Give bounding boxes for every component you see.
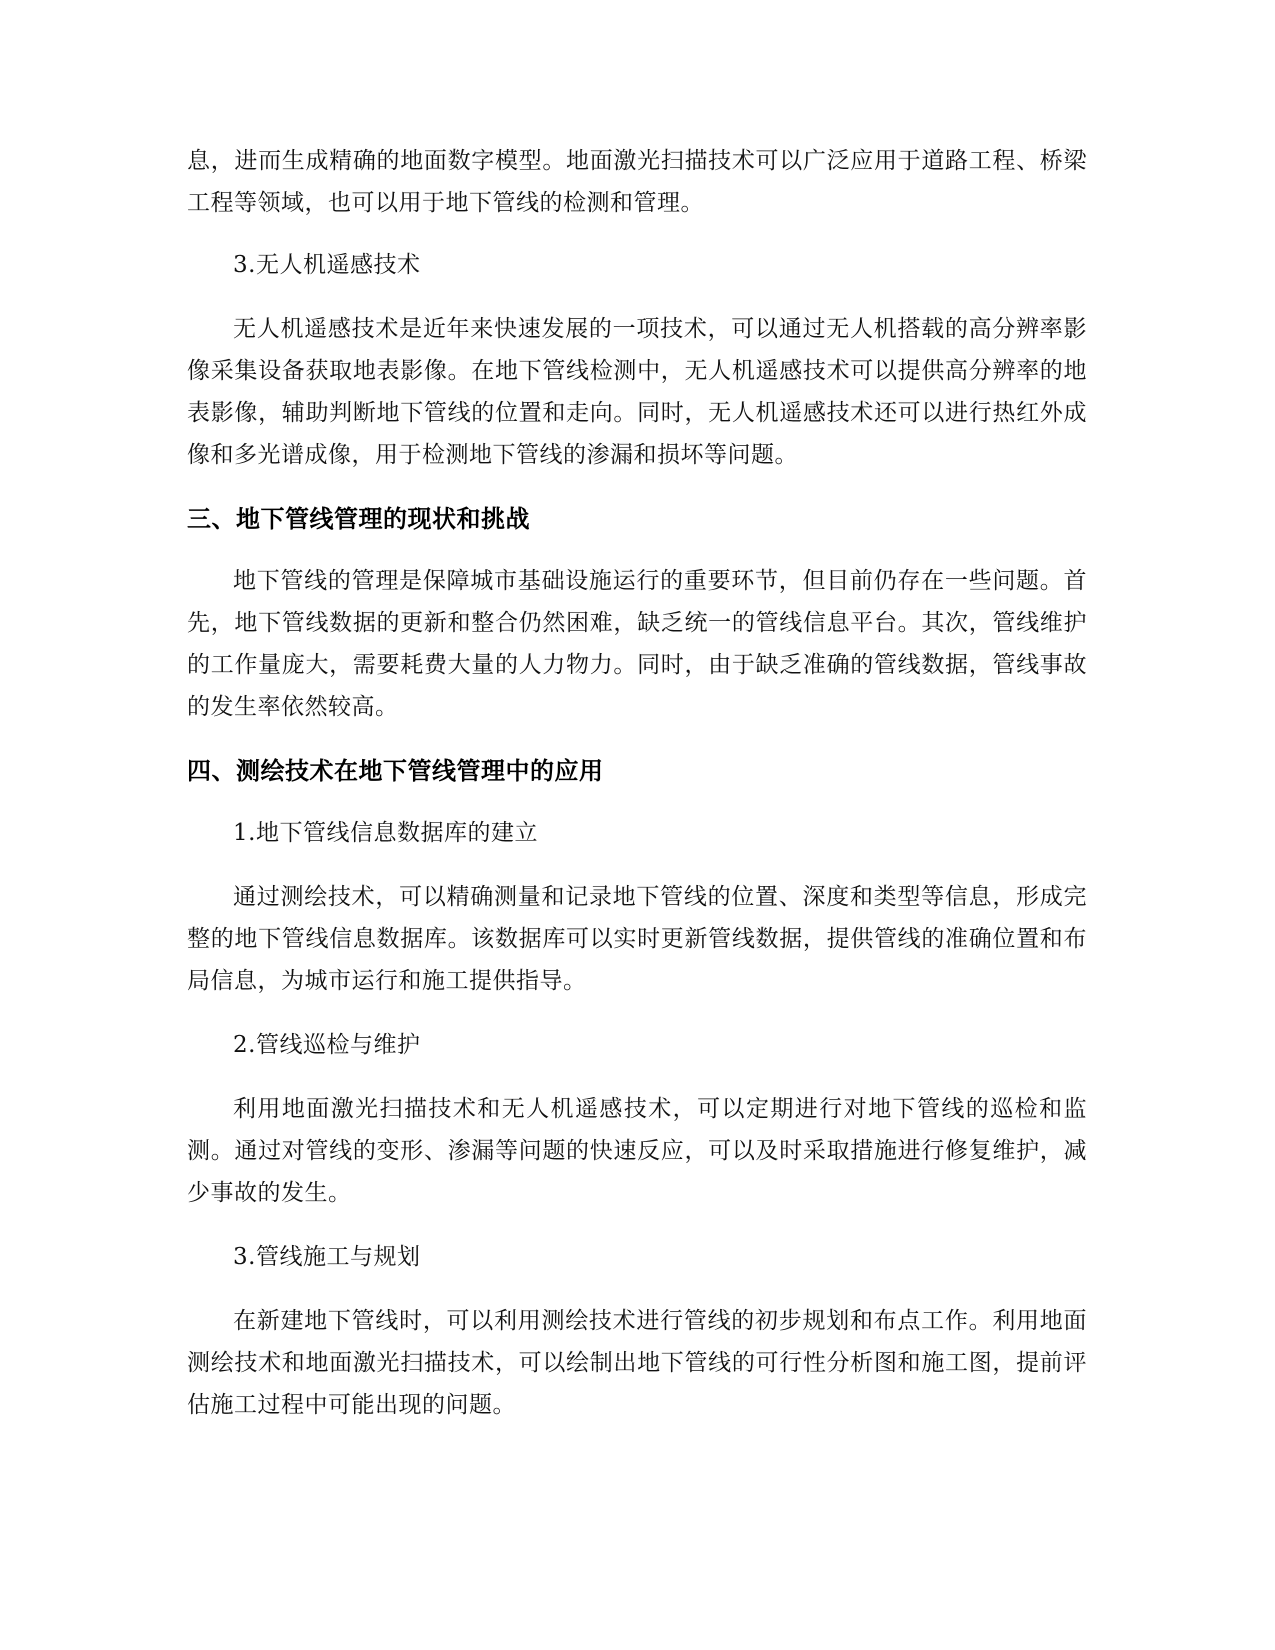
subheading-inspection: 2.管线巡检与维护 <box>233 1032 421 1058</box>
paragraph-database: 通过测绘技术，可以精确测量和记录地下管线的位置、深度和类型等信息，形成完整的地下管线信息数据库。该数据库可以实时更新管线数据，提供管线的准确位置和布局信息，为城市运行和施工提供指导。 <box>187 884 1087 994</box>
section-heading-3: 三、地下管线管理的现状和挑战 <box>187 505 530 533</box>
paragraph-construction: 在新建地下管线时，可以利用测绘技术进行管线的初步规划和布点工作。利用地面测绘技术和地面激光扫描技术，可以绘制出地下管线的可行性分析图和施工图，提前评估施工过程中可能出现的问题。 <box>187 1308 1087 1418</box>
subheading-uav-remote-sensing: 3.无人机遥感技术 <box>233 252 421 278</box>
subheading-database: 1.地下管线信息数据库的建立 <box>233 820 538 846</box>
paragraph-uav-remote-sensing: 无人机遥感技术是近年来快速发展的一项技术，可以通过无人机搭载的高分辨率影像采集设备获取地表影像。在地下管线检测中，无人机遥感技术可以提供高分辨率的地表影像，辅助判断地下管线的位置和走向。同时，无人机遥感技术还可以进行热红外成像和多光谱成像，用于检测地下管线的渗漏和损坏等问题。 <box>187 316 1087 468</box>
paragraph-management-status: 地下管线的管理是保障城市基础设施运行的重要环节，但目前仍存在一些问题。首先，地下管线数据的更新和整合仍然困难，缺乏统一的管线信息平台。其次，管线维护的工作量庞大，需要耗费大量的人力物力。同时，由于缺乏准确的管线数据，管线事故的发生率依然较高。 <box>187 568 1087 720</box>
section-heading-4: 四、测绘技术在地下管线管理中的应用 <box>187 757 604 785</box>
paragraph-inspection: 利用地面激光扫描技术和无人机遥感技术，可以定期进行对地下管线的巡检和监测。通过对管线的变形、渗漏等问题的快速反应，可以及时采取措施进行修复维护，减少事故的发生。 <box>187 1096 1087 1206</box>
paragraph-continuation: 息，进而生成精确的地面数字模型。地面激光扫描技术可以广泛应用于道路工程、桥梁工程等领域，也可以用于地下管线的检测和管理。 <box>187 148 1087 216</box>
subheading-construction: 3.管线施工与规划 <box>233 1244 421 1270</box>
document-body <box>187 140 1087 1448</box>
